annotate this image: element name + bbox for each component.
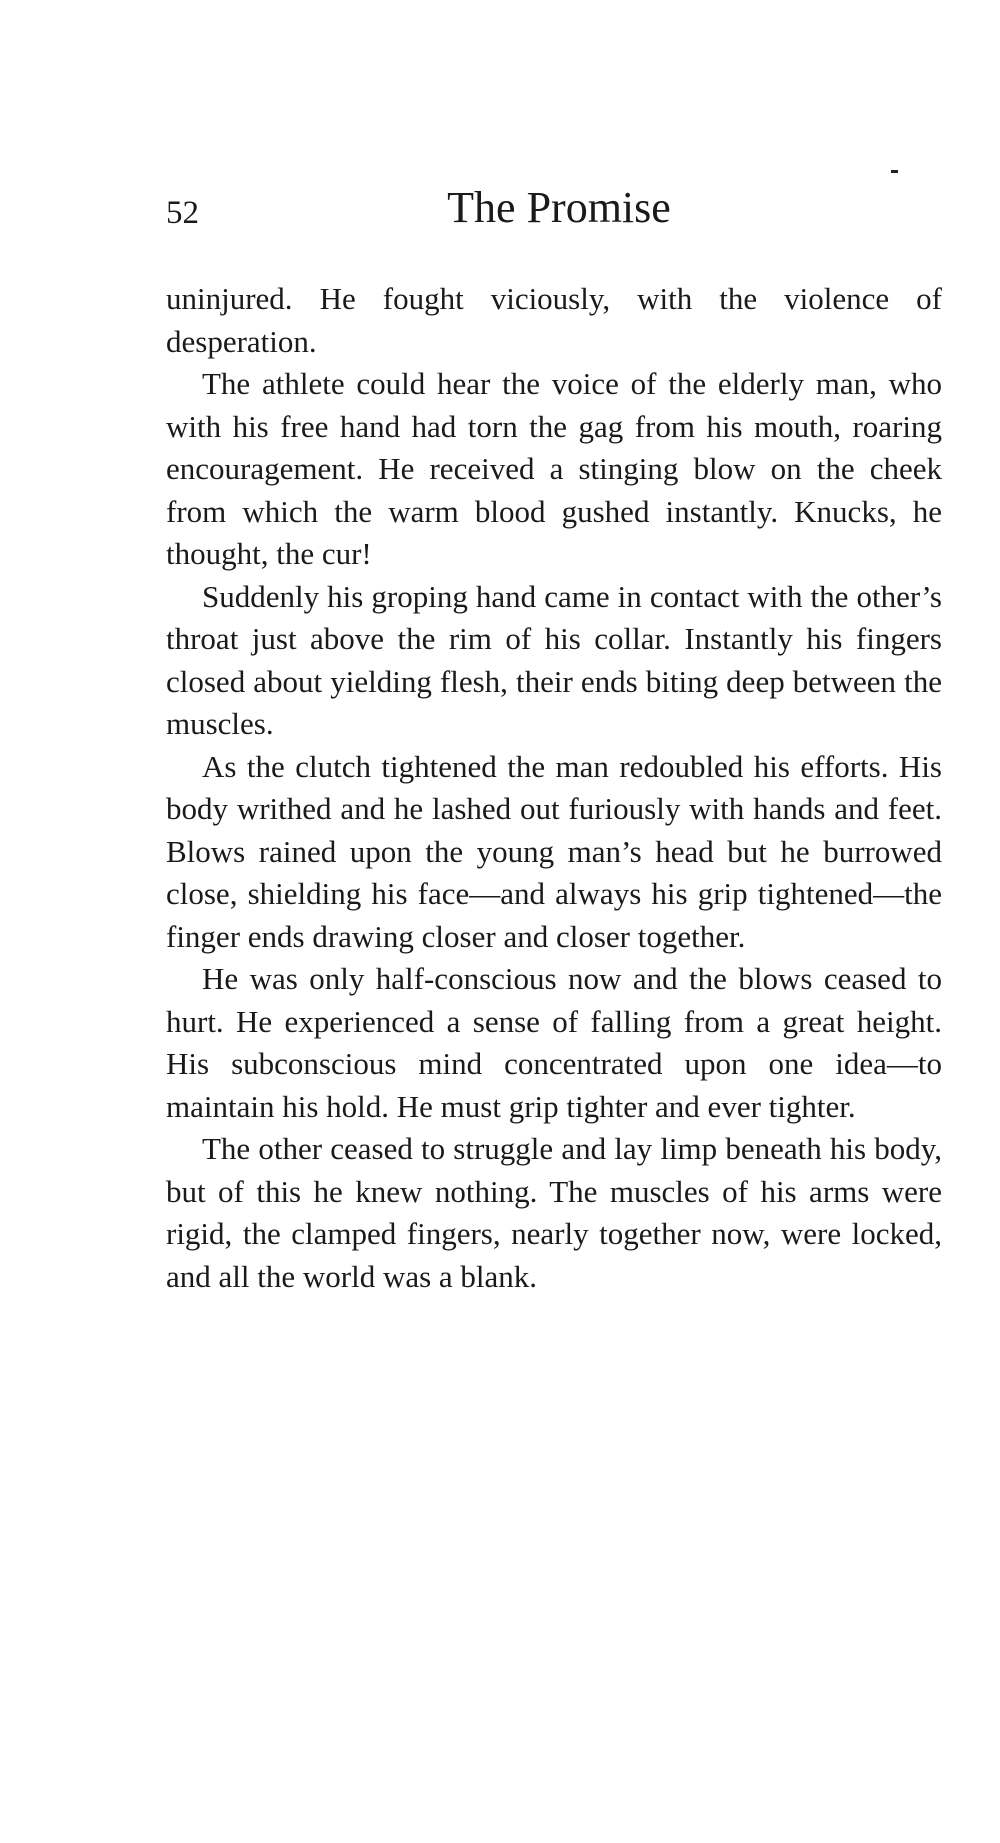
paragraph-1: uninjured. He fought viciously, with the violence of desperation.: [166, 281, 942, 359]
body-text: [166, 278, 942, 1298]
paragraph-3: Suddenly his groping hand came in contact with the other’s throat just above the rim of his collar. Instantly his fingers closed about yielding flesh, their ends biting deep between the muscles.: [166, 578, 942, 741]
paragraph-4: As the clutch tightened the man redoubled his efforts. His body writhed and he lashed out furiously with hands and feet. Blows rained upon the young man’s head but he burrowed close, shielding his face—and always his grip tightened—the finger ends drawing closer and closer together.: [166, 748, 942, 954]
page-number: 52: [166, 195, 199, 231]
page-header: [166, 183, 942, 233]
running-title: The Promise: [447, 183, 671, 232]
paragraph-5: He was only half-conscious now and the blows ceased to hurt. He experienced a sense of falling from a great height. His subconscious mind concentrated upon one idea—to maintain his hold. He must grip tighter and ever tighter.: [166, 961, 942, 1124]
print-mark: [891, 170, 898, 173]
paragraph-2: The athlete could hear the voice of the elderly man, who with his free hand had torn the gag from his mouth, roaring encouragement. He received a stinging blow on the cheek from which the warm blood gushed instantly. Knucks, he thought, the cur!: [166, 366, 942, 571]
paragraph-6: The other ceased to struggle and lay limp beneath his body, but of this he knew nothing. The muscles of his arms were rigid, the clamped fingers, nearly together now, were locked, and all the world was a blank.: [166, 1131, 942, 1294]
